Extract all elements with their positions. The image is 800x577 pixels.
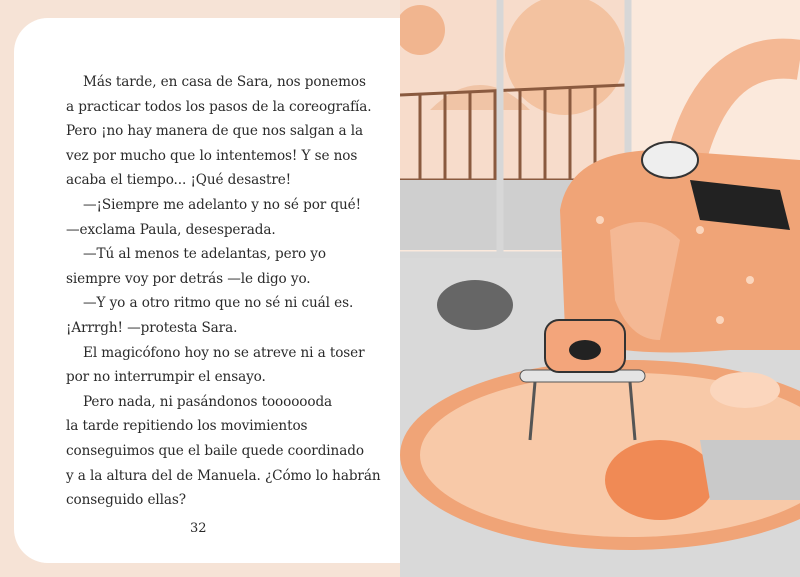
book-page-left [14, 18, 400, 563]
text-line: —exclama Paula, desesperada. [66, 221, 276, 238]
text-line: El magicófono hoy no se atreve ni a toser [83, 344, 365, 361]
girl-body [700, 440, 800, 500]
text-line: acaba el tiempo... ¡Qué desastre! [66, 172, 292, 189]
text-line: vez por mucho que lo intentemos! Y se nos [66, 147, 358, 164]
text-line: a practicar todos los pasos de la coreografía. [66, 98, 372, 115]
text-line: por no interrumpir el ensayo. [66, 369, 266, 386]
text-line: Pero ¡no hay manera de que nos salgan a la [66, 123, 363, 140]
text-line: y a la altura del de Manuela. ¿Cómo lo habrán [66, 467, 381, 484]
text-line: —Tú al menos te adelantas, pero yo [83, 246, 326, 263]
plush-dog [710, 372, 780, 408]
text-line: la tarde repitiendo los movimientos [66, 418, 308, 435]
text-line: —Y yo a otro ritmo que no sé ni cuál es. [83, 295, 354, 312]
text-line: Pero nada, ni pasándonos tooooooda [83, 393, 333, 410]
girl-dark-hair [437, 280, 513, 330]
text-line: conseguido ellas? [66, 492, 186, 509]
text-line: Más tarde, en casa de Sara, nos ponemos [83, 74, 366, 90]
illustration-girls-on-floor [400, 0, 800, 577]
pillow-panda [642, 142, 698, 178]
girl-red-hair [605, 440, 715, 520]
text-line: conseguimos que el baile quede coordinado [66, 443, 364, 459]
text-line: ¡Arrrgh! —protesta Sara. [66, 320, 238, 336]
tree [505, 0, 625, 115]
radio-speaker [569, 340, 601, 360]
text-line: siempre voy por detrás —le digo yo. [66, 270, 311, 287]
page-number: 32 [190, 521, 207, 536]
text-line: —¡Siempre me adelanto y no sé por qué! [83, 197, 361, 213]
